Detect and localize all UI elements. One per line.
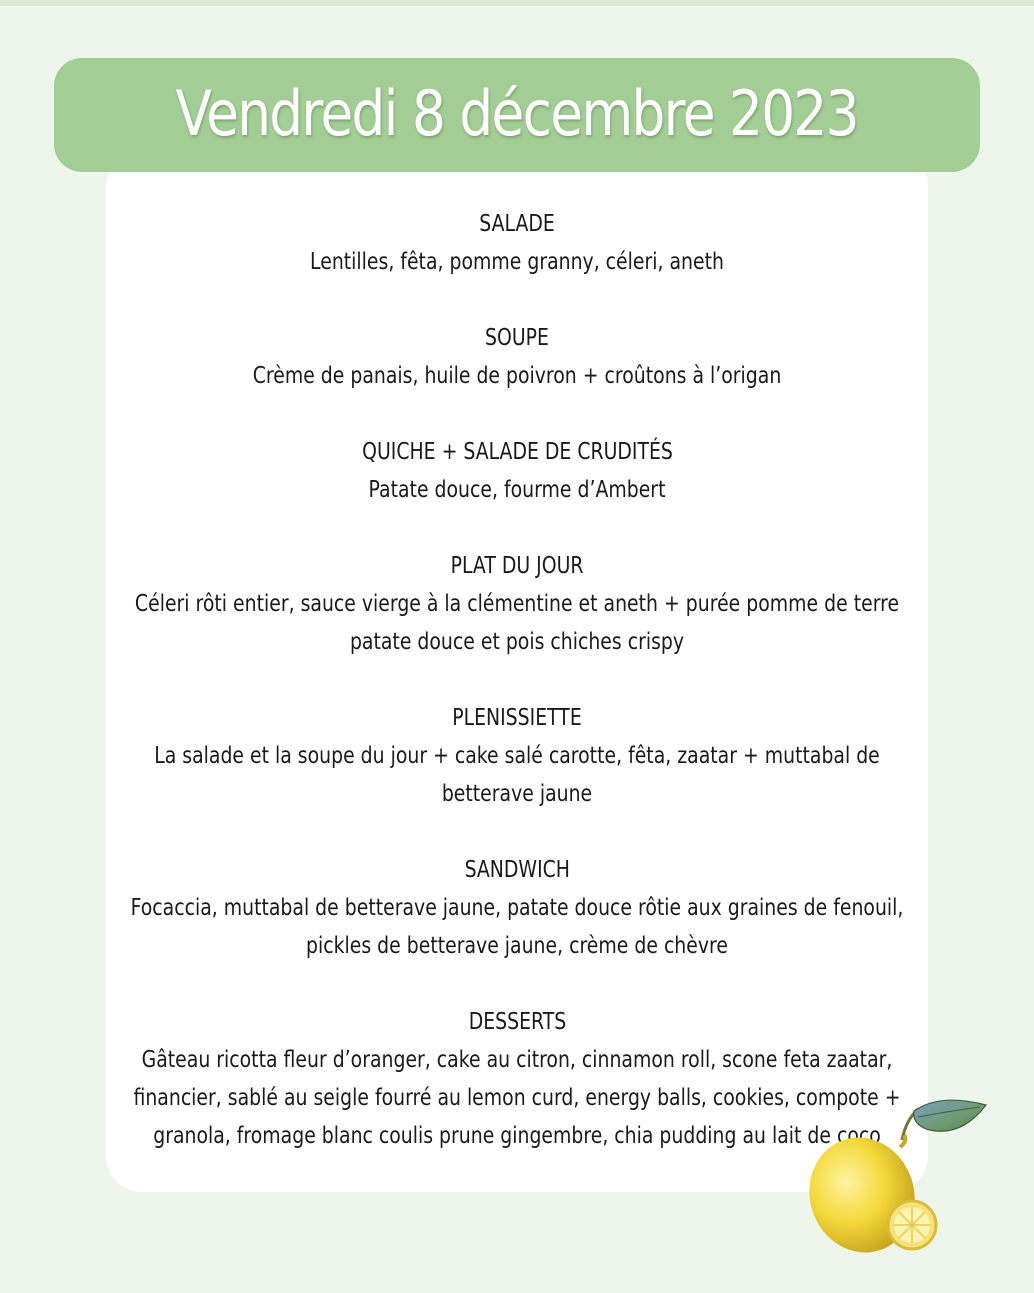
section-description: Gâteau ricotta fleur d’oranger, cake au citron, cinnamon roll, scone feta zaatar, financier, sablé au seigle fourré au lemon curd, energy balls, cookies, compote + granola, fromage blanc coulis prune gingembre, chia pudding au lait de coco <box>133 1047 901 1149</box>
menu-section-sandwich <box>106 851 928 965</box>
menu-section-quiche <box>106 433 928 509</box>
section-description: Céleri rôti entier, sauce vierge à la clémentine et aneth + purée pomme de terre patate douce et pois chiches crispy <box>134 591 900 655</box>
section-title: SOUPE <box>485 325 549 351</box>
top-strip <box>0 0 1034 6</box>
section-description: La salade et la soupe du jour + cake salé carotte, fêta, zaatar + muttabal de betterave jaune <box>154 743 880 807</box>
section-title: DESSERTS <box>468 1009 566 1035</box>
menu-section-plenissiette <box>106 699 928 813</box>
menu-section-salade <box>106 205 928 281</box>
section-title: SALADE <box>479 211 555 237</box>
section-description: Focaccia, muttabal de betterave jaune, patate douce rôtie aux graines de fenouil, pickles de betterave jaune, crème de chèvre <box>130 895 904 959</box>
lemon-icon <box>800 1095 1000 1275</box>
section-description: Lentilles, fêta, pomme granny, céleri, aneth <box>310 249 724 275</box>
menu-section-soupe <box>106 319 928 395</box>
date-banner <box>54 58 980 172</box>
section-title: SANDWICH <box>464 857 570 883</box>
page-title: Vendredi 8 décembre 2023 <box>175 76 859 150</box>
section-title: PLAT DU JOUR <box>450 553 584 579</box>
menu-list <box>106 205 928 1193</box>
section-title: QUICHE + SALADE DE CRUDITÉS <box>361 439 673 465</box>
section-description: Patate douce, fourme d’Ambert <box>368 477 666 503</box>
menu-section-plat-du-jour <box>106 547 928 661</box>
section-title: PLENISSIETTE <box>452 705 582 731</box>
section-description: Crème de panais, huile de poivron + croûtons à l’origan <box>252 363 782 389</box>
